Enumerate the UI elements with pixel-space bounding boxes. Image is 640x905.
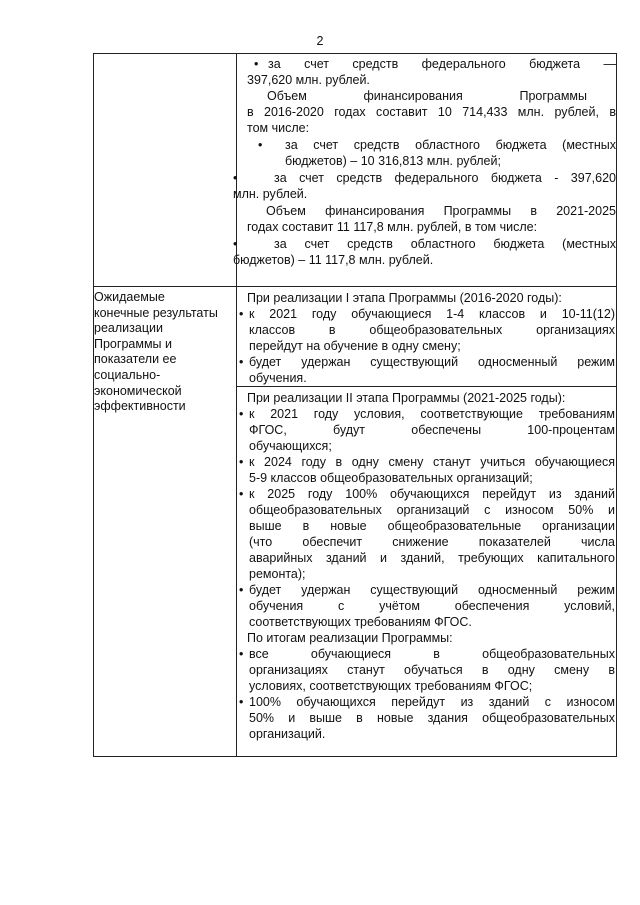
bullet: •	[239, 583, 244, 597]
bullet: •	[258, 138, 263, 152]
financing-cell	[233, 54, 617, 286]
financing-line: за счет средств федерального бюджета —	[268, 57, 616, 71]
financing-line: за счет средств областного бюджета (местных	[274, 237, 616, 251]
bullet: •	[233, 237, 238, 251]
stage2-line: (что обеспечит снижение показателей числа	[249, 535, 615, 549]
results-label-line: показатели ее	[94, 352, 177, 367]
bullet: •	[239, 487, 244, 501]
financing-line: 397,620 млн. рублей.	[247, 73, 370, 87]
stage2-line: ремонта);	[249, 567, 306, 581]
stage2-line: к 2024 году в одну смену станут учиться обучающиеся	[249, 455, 615, 469]
stage2-heading: При реализации II этапа Программы (2021-2025 годы):	[247, 391, 566, 405]
stage2-summary: По итогам реализации Программы:	[247, 631, 453, 645]
stage1-line: классов в общеобразовательных организациях	[249, 323, 615, 337]
stage2-line: 5-9 классов общеобразовательных организаций;	[249, 471, 533, 485]
stage2-line: организаций.	[249, 727, 326, 741]
bullet: •	[254, 57, 259, 71]
stage1-line: к 2021 году обучающиеся 1-4 классов и 10-11(12)	[249, 307, 615, 321]
financing-line: бюджетов) – 11 117,8 млн. рублей.	[233, 253, 434, 267]
program-table	[93, 53, 617, 757]
results-label-line: Ожидаемые	[94, 290, 165, 304]
bullet: •	[239, 647, 244, 661]
stage2-cell	[237, 387, 617, 757]
stage2-line: общеобразовательных организаций с износом 50% и	[249, 503, 615, 517]
results-label-line: социально-	[94, 367, 161, 382]
stage2-line: условиях, соответствующих требованиям ФГОС;	[249, 679, 533, 693]
results-label	[94, 290, 234, 415]
financing-line: том числе:	[247, 121, 310, 135]
financing-line: за счет средств федерального бюджета - 397,620	[274, 171, 616, 185]
results-label-line: Программы и	[94, 336, 172, 351]
stage2-line: 50% и выше в новые здания общеобразовательных	[249, 711, 615, 725]
financing-line: Объем финансирования Программы	[267, 89, 587, 103]
bullet: •	[239, 307, 244, 321]
bullet: •	[239, 455, 244, 469]
results-label-line: реализации	[94, 321, 163, 336]
page-number: 2	[316, 34, 324, 48]
financing-line: млн. рублей.	[233, 187, 308, 201]
stage2-line: к 2025 году 100% обучающихся перейдут из зданий	[249, 487, 615, 501]
stage1-line: перейдут на обучение в одну смену;	[249, 339, 461, 353]
stage2-line: обучения с учётом обеспечения условий,	[249, 599, 615, 613]
results-label-line: экономической	[94, 383, 182, 398]
financing-line: за счет средств областного бюджета (местных	[285, 138, 616, 152]
financing-line: Объем финансирования Программы в 2021-2025	[266, 204, 616, 218]
financing-line: бюджетов) – 10 316,813 млн. рублей;	[285, 154, 501, 168]
stage2-line: к 2021 году условия, соответствующие требованиям	[249, 407, 615, 421]
bullet: •	[239, 695, 244, 709]
financing-line: в 2016-2020 годах составит 10 714,433 млн. рублей, в	[247, 105, 616, 119]
bullet: •	[239, 355, 244, 369]
stage1-line: обучения.	[249, 371, 307, 385]
stage2-line: все обучающиеся в общеобразовательных	[249, 647, 615, 661]
stage2-line: организациях станут обучаться в одну смену в	[249, 663, 615, 677]
stage1-heading: При реализации I этапа Программы (2016-2020 годы):	[247, 291, 562, 305]
stage2-line: ФГОС, будут обеспечены 100-процентам	[249, 423, 615, 437]
bullet: •	[233, 171, 238, 185]
stage2-line: выше в новые общеобразовательные организации	[249, 519, 615, 533]
financing-line: годах составит 11 117,8 млн. рублей, в том числе:	[247, 220, 538, 234]
bullet: •	[239, 407, 244, 421]
stage2-line: соответствующих требованиям ФГОС.	[249, 615, 472, 629]
results-label-line: эффективности	[94, 399, 186, 414]
stage2-line: будет удержан существующий односменный режим	[249, 583, 615, 597]
results-label-line: конечные результаты	[94, 305, 218, 320]
stage2-line: аварийных зданий и зданий, требующих капитального	[249, 551, 615, 565]
stage1-cell	[237, 287, 617, 386]
stage2-line: обучающихся;	[249, 439, 332, 453]
stage1-line: будет удержан существующий односменный режим	[249, 355, 615, 369]
stage2-line: 100% обучающихся перейдут из зданий с износом	[249, 695, 615, 709]
